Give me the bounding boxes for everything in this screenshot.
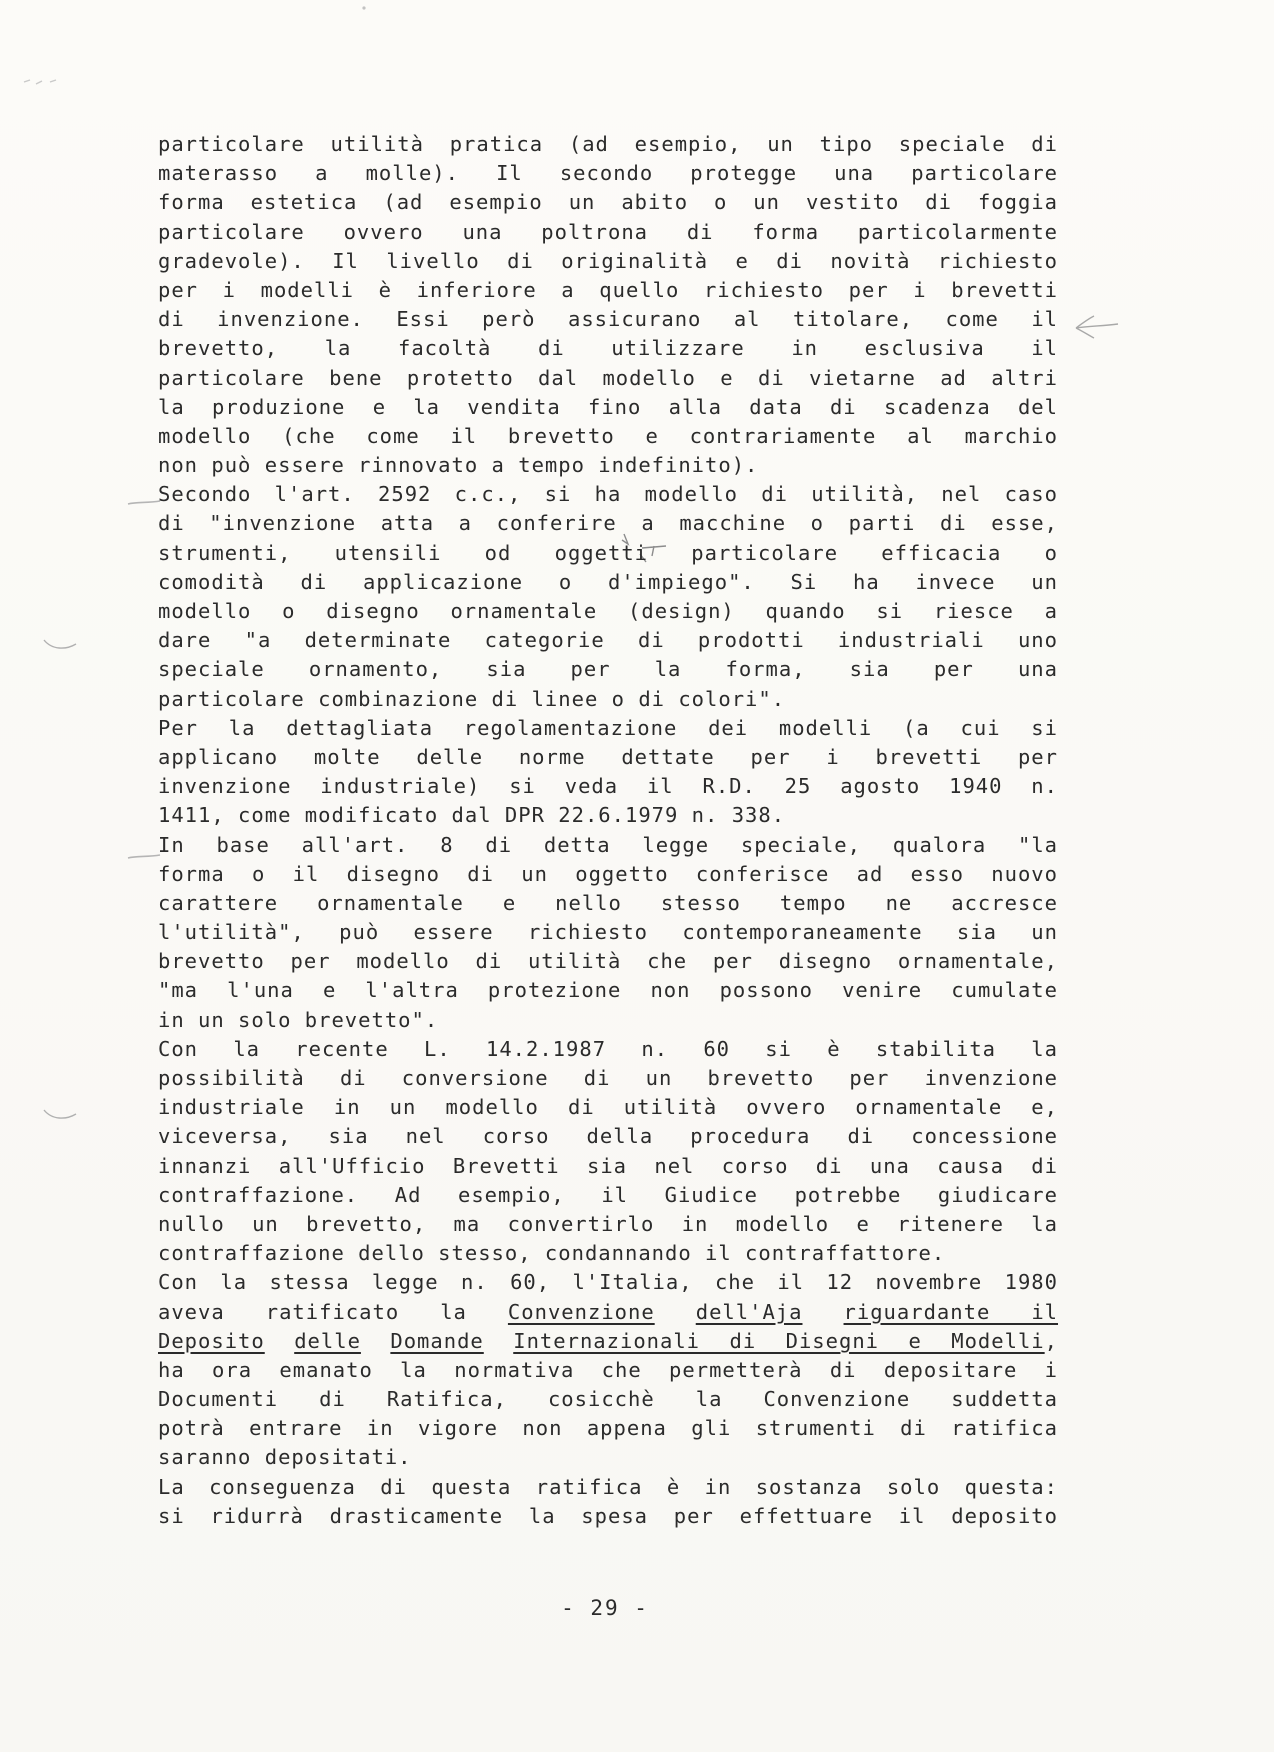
- text-segment: [655, 1300, 696, 1324]
- text-line: non può essere rinnovato a tempo indefinito).: [158, 453, 759, 478]
- underlined-text: riguardante il: [843, 1299, 1059, 1324]
- body-text: [158, 130, 1058, 1531]
- text-line: invenzione industriale) si veda il R.D. 25 agosto 1940 n.: [158, 774, 1058, 799]
- margin-dash-mark: [126, 850, 162, 864]
- text-line: brevetto, la facoltà di utilizzare in esclusiva il: [158, 336, 1058, 361]
- text-line: di invenzione. Essi però assicurano al titolare, come il: [158, 307, 1058, 332]
- text-line: particolare ovvero una poltrona di forma particolarmente: [158, 219, 1058, 244]
- text-line: particolare bene protetto dal modello e di vietarne ad altri: [158, 365, 1058, 390]
- text-segment: [265, 1329, 294, 1353]
- text-line: in un solo brevetto".: [158, 1007, 439, 1032]
- text-segment: [484, 1329, 513, 1353]
- text-line: carattere ornamentale e nello stesso tempo ne accresce: [158, 890, 1058, 915]
- text-line: modello (che come il brevetto e contrariamente al marchio: [158, 423, 1058, 448]
- text-line-underlined: [158, 1298, 1058, 1327]
- scan-speck: [360, 4, 368, 12]
- text-line: ha ora emanato la normativa che permetterà di depositare i: [158, 1357, 1058, 1382]
- text-line: dare "a determinate categorie di prodotti industriali uno: [158, 628, 1058, 653]
- text-segment: ,: [1044, 1328, 1058, 1353]
- margin-dash-mark: [126, 496, 162, 510]
- text-line: materasso a molle). Il secondo protegge una particolare: [158, 161, 1058, 186]
- underlined-text: Deposito: [158, 1328, 265, 1353]
- text-line: particolare utilità pratica (ad esempio, un tipo speciale di: [158, 132, 1058, 156]
- text-segment: [802, 1300, 843, 1324]
- pencil-arrow-mark: [1072, 312, 1120, 340]
- text-line-underlined: [158, 1327, 1058, 1356]
- text-line: l'utilità", può essere richiesto contemporaneamente sia un: [158, 920, 1058, 945]
- text-line: la produzione e la vendita fino alla data di scadenza del: [158, 394, 1058, 419]
- text-line: speciale ornamento, sia per la forma, sia per una: [158, 657, 1058, 682]
- scan-speck: [22, 72, 62, 88]
- text-line: per i modelli è inferiore a quello richiesto per i brevetti: [158, 277, 1058, 302]
- text-line: Con la recente L. 14.2.1987 n. 60 si è stabilita la: [158, 1036, 1058, 1061]
- text-line: nullo un brevetto, ma convertirlo in modello e ritenere la: [158, 1211, 1058, 1236]
- text-line: Documenti di Ratifica, cosicchè la Convenzione suddetta: [158, 1387, 1058, 1412]
- margin-curve-mark: [42, 1106, 78, 1122]
- text-line: "ma l'una e l'altra protezione non possono venire cumulate: [158, 978, 1058, 1003]
- margin-curve-mark: [42, 636, 78, 652]
- text-line: innanzi all'Ufficio Brevetti sia nel corso di una causa di: [158, 1153, 1058, 1178]
- underlined-text: Convenzione: [507, 1299, 655, 1324]
- text-line: viceversa, sia nel corso della procedura di concessione: [158, 1124, 1058, 1149]
- text-line: brevetto per modello di utilità che per disegno ornamentale,: [158, 949, 1058, 974]
- text-line: saranno depositati.: [158, 1445, 412, 1470]
- text-line: potrà entrare in vigore non appena gli strumenti di ratifica: [158, 1416, 1058, 1441]
- text-line: industriale in un modello di utilità ovvero ornamentale e,: [158, 1095, 1058, 1120]
- text-line: contraffazione. Ad esempio, il Giudice potrebbe giudicare: [158, 1182, 1058, 1207]
- text-line: particolare combinazione di linee o di colori".: [158, 686, 786, 711]
- underlined-text: Domande: [390, 1328, 484, 1353]
- text-line: strumenti, utensili od oggetti particolare efficacia o: [158, 540, 1058, 565]
- text-line: contraffazione dello stesso, condannando il contraffattore.: [158, 1241, 946, 1266]
- text-line: Per la dettagliata regolamentazione dei modelli (a cui si: [158, 715, 1058, 740]
- text-line: Secondo l'art. 2592 c.c., si ha modello di utilità, nel caso: [158, 482, 1058, 507]
- text-line: forma o il disegno di un oggetto conferisce ad esso nuovo: [158, 861, 1058, 886]
- text-line: Con la stessa legge n. 60, l'Italia, che il 12 novembre 1980: [158, 1270, 1058, 1295]
- page-number: - 29 -: [561, 1596, 649, 1620]
- text-line: In base all'art. 8 di detta legge speciale, qualora "la: [158, 832, 1058, 857]
- text-line: gradevole). Il livello di originalità e di novità richiesto: [158, 248, 1058, 273]
- text-line: modello o disegno ornamentale (design) quando si riesce a: [158, 599, 1058, 623]
- underlined-text: Internazionali di Disegni e Modelli: [513, 1328, 1045, 1353]
- text-line: si ridurrà drasticamente la spesa per effettuare il deposito: [158, 1503, 1058, 1528]
- text-line: comodità di applicazione o d'impiego". Si ha invece un: [158, 569, 1058, 594]
- text-line: di "invenzione atta a conferire a macchine o parti di esse,: [158, 511, 1058, 536]
- text-line: 1411, come modificato dal DPR 22.6.1979 n. 338.: [158, 803, 786, 828]
- text-line: La conseguenza di questa ratifica è in sostanza solo questa:: [158, 1474, 1058, 1499]
- text-segment: aveva ratificato la: [158, 1299, 508, 1324]
- text-line: forma estetica (ad esempio un abito o un vestito di foggia: [158, 190, 1058, 215]
- text-segment: [361, 1329, 390, 1353]
- underlined-text: dell'Aja: [695, 1299, 803, 1324]
- underlined-text: delle: [294, 1328, 361, 1353]
- text-line: possibilità di conversione di un brevetto per invenzione: [158, 1066, 1058, 1090]
- text-line: applicano molte delle norme dettate per i brevetti per: [158, 744, 1058, 769]
